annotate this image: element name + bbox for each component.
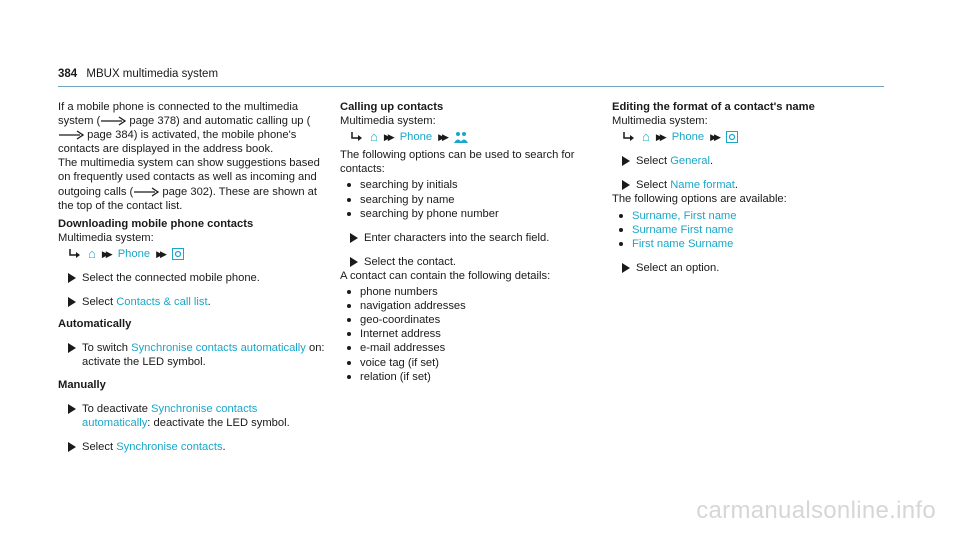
list-item: searching by initials	[340, 178, 590, 192]
column-2	[340, 100, 590, 384]
step-arrow-icon	[622, 156, 630, 166]
list-item: relation (if set)	[340, 370, 590, 384]
details-intro: A contact can contain the following details:	[340, 269, 551, 282]
contacts-icon	[454, 131, 468, 143]
page-header	[58, 68, 218, 80]
watermark: carmanualsonline.info	[696, 497, 936, 524]
list-item: searching by name	[340, 193, 590, 207]
column-3	[612, 100, 872, 275]
double-chevron-icon: ▶▶	[438, 132, 446, 143]
settings-icon	[172, 248, 184, 260]
search-options-list	[340, 178, 590, 220]
step-arrow-icon	[68, 442, 76, 452]
header-rule	[58, 86, 884, 87]
auto-heading: Automatically	[58, 318, 132, 331]
home-icon: ⌂	[88, 245, 96, 261]
settings-icon	[726, 131, 738, 143]
list-item: navigation addresses	[340, 299, 590, 313]
step-sync-contacts: Select Synchronise contacts.	[58, 440, 326, 454]
list-item: e-mail addresses	[340, 341, 590, 355]
page-number: 384	[58, 68, 78, 80]
double-chevron-icon: ▶▶	[156, 248, 164, 259]
step-arrow-icon	[68, 343, 76, 353]
page-ref-arrow-icon	[133, 187, 159, 197]
nav-path	[350, 130, 590, 144]
nav-phone: Phone	[117, 247, 151, 260]
step-deactivate-auto: To deactivate Synchronise contacts automatically: deactivate the LED symbol.	[58, 402, 326, 430]
nav-start-arrow-icon	[350, 131, 364, 143]
step-select-name-format: Select Name format.	[612, 178, 872, 192]
double-chevron-icon: ▶▶	[710, 132, 718, 143]
intro-paragraph: If a mobile phone is connected to the multimedia system ( page 378) and automatic calling up ( page 384) is activated, the mobile phone's contacts are displayed in the address book.	[58, 101, 311, 156]
home-icon: ⌂	[370, 129, 378, 145]
nav-start-arrow-icon	[622, 131, 636, 143]
list-item: Surname First name	[612, 223, 872, 237]
step-select-option: Select an option.	[612, 261, 872, 275]
step-arrow-icon	[68, 273, 76, 283]
editing-heading: Editing the format of a contact's name	[612, 101, 815, 113]
step-select-contact: Select the contact.	[340, 255, 590, 269]
home-icon: ⌂	[642, 129, 650, 145]
step-arrow-icon	[68, 297, 76, 307]
double-chevron-icon: ▶▶	[655, 132, 664, 143]
multimedia-label: Multimedia system:	[340, 115, 436, 128]
double-chevron-icon: ▶▶	[383, 132, 392, 143]
page-ref-arrow-icon	[58, 130, 84, 140]
nav-path	[622, 130, 872, 144]
nav-phone: Phone	[399, 131, 433, 144]
step-enter-characters: Enter characters into the search field.	[340, 231, 590, 245]
step-select-general: Select General.	[612, 154, 872, 168]
step-arrow-icon	[622, 263, 630, 273]
nav-path	[68, 247, 326, 261]
multimedia-label: Multimedia system:	[58, 231, 154, 244]
nav-phone: Phone	[671, 131, 705, 144]
nav-start-arrow-icon	[68, 248, 82, 260]
step-arrow-icon	[622, 180, 630, 190]
step-select-contacts: Select Contacts & call list.	[58, 295, 326, 309]
list-item: geo-coordinates	[340, 313, 590, 327]
download-heading: Downloading mobile phone contacts	[58, 217, 254, 230]
format-options-intro: The following options are available:	[612, 193, 787, 206]
list-item: voice tag (if set)	[340, 356, 590, 370]
calling-heading: Calling up contacts	[340, 101, 444, 113]
list-item: searching by phone number	[340, 207, 590, 221]
double-chevron-icon: ▶▶	[101, 248, 110, 259]
multimedia-label: Multimedia system:	[612, 115, 708, 128]
manual-heading: Manually	[58, 378, 106, 391]
column-1	[58, 100, 326, 454]
step-switch-auto: To switch Synchronise contacts automatically on: activate the LED symbol.	[58, 341, 326, 369]
step-arrow-icon	[350, 233, 358, 243]
step-arrow-icon	[350, 257, 358, 267]
details-list	[340, 285, 590, 384]
page-ref-arrow-icon	[100, 116, 126, 126]
suggestions-paragraph: The multimedia system can show suggestions based on frequently used contacts as well as incoming and outgoing calls ( page 302). These are shown at the top of the contact list.	[58, 157, 320, 212]
format-options-list	[612, 209, 872, 251]
list-item: Internet address	[340, 327, 590, 341]
step-arrow-icon	[68, 404, 76, 414]
list-item: First name Surname	[612, 237, 872, 251]
search-options-intro: The following options can be used to search for contacts:	[340, 149, 575, 176]
list-item: phone numbers	[340, 285, 590, 299]
list-item: Surname, First name	[612, 209, 872, 223]
step-select-phone: Select the connected mobile phone.	[58, 271, 326, 285]
page-title: MBUX multimedia system	[86, 68, 219, 80]
